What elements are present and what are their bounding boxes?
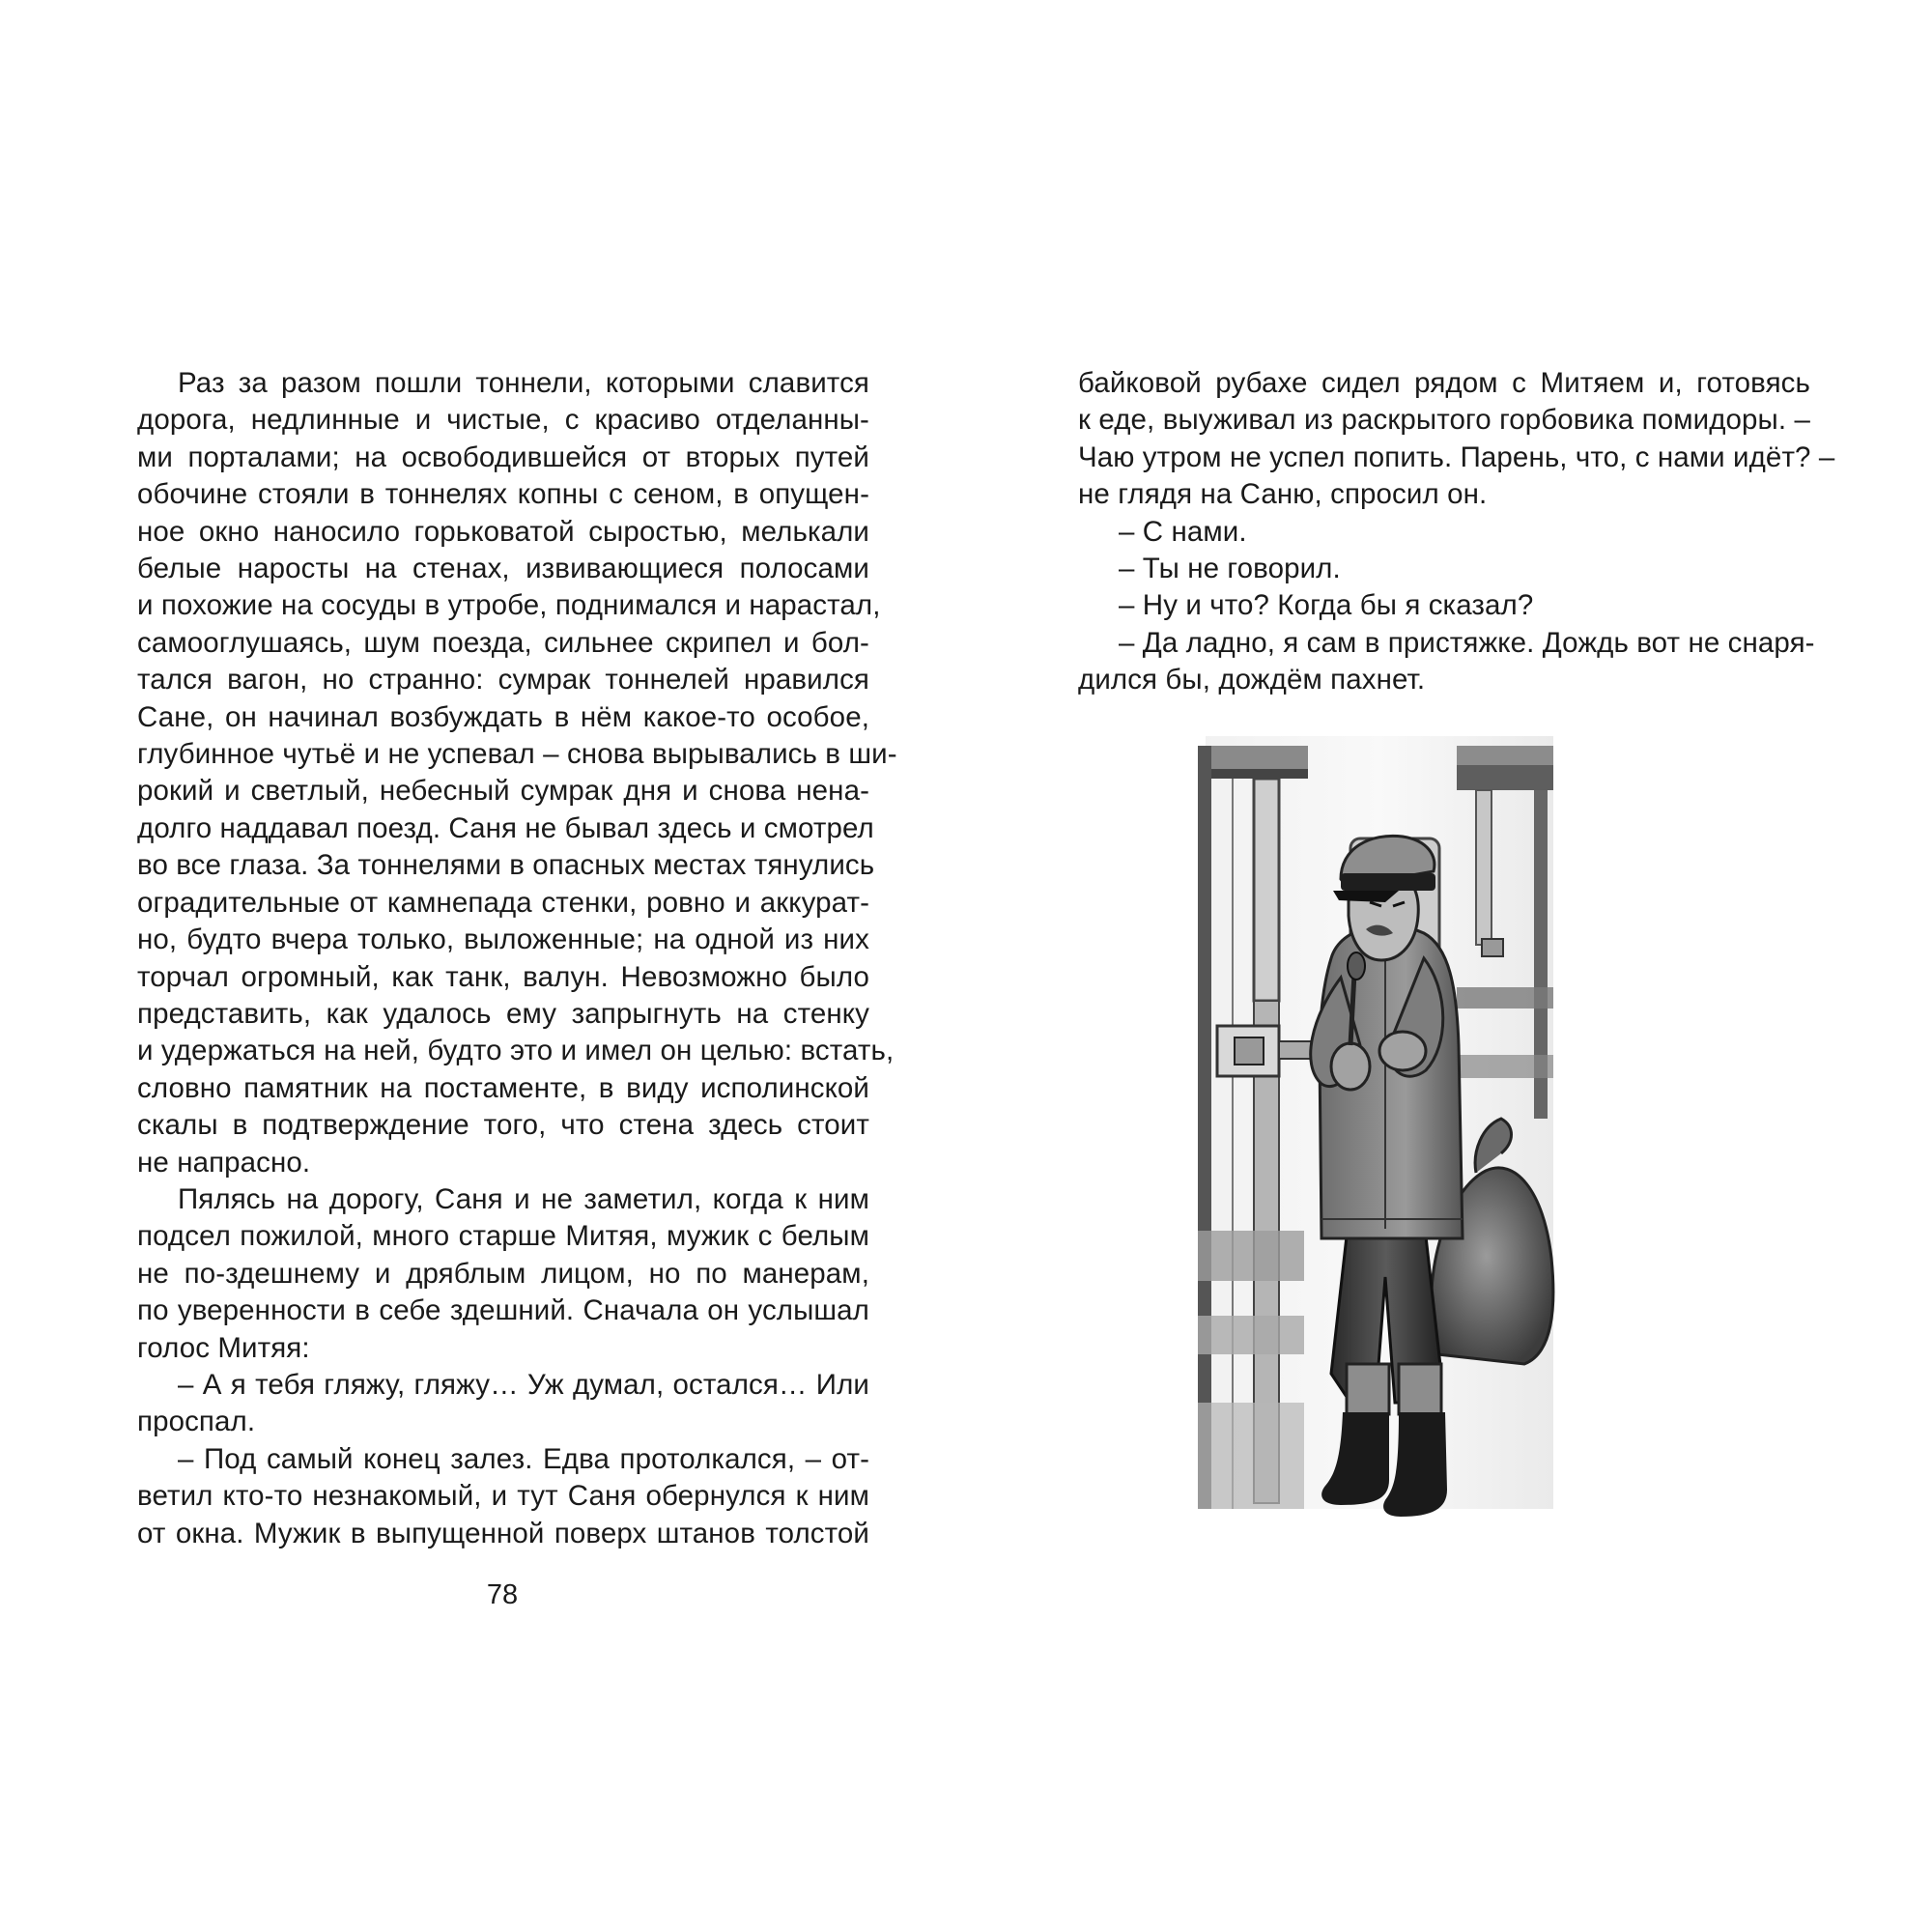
text-line: долго наддавал поезд. Саня не бывал здесь и смотрел (137, 811, 874, 844)
text-line: дился бы, дождём пахнет. (1078, 664, 1426, 696)
text-line: самооглушаясь, шум поезда, сильнее скрипел и бол- (137, 626, 869, 659)
text-line: проспал. (137, 1406, 256, 1438)
text-line: – С нами. (1119, 515, 1247, 548)
right-page (1078, 365, 1835, 699)
text-line: словно памятник на постаменте, в виду исполинской (137, 1071, 869, 1104)
text-line: – А я тебя гляжу, гляжу… Уж думал, остался… Или (178, 1368, 869, 1401)
text-line: Чаю утром не успел попить. Парень, что, с нами идёт? – (1078, 440, 1835, 473)
text-line: дорога, недлинные и чистые, с красиво отделанны- (137, 404, 869, 437)
text-line: скалы в подтверждение того, что стена здесь стоит (137, 1109, 869, 1142)
text-line: Раз за разом пошли тоннели, которыми славится (178, 367, 869, 399)
text-line: и похожие на сосуды в утробе, поднимался и нарастал, (137, 589, 881, 622)
text-line: во все глаза. За тоннелями в опасных местах тянулись (137, 849, 875, 882)
text-line: глубинное чутьё и не успевал – снова вырывались в ши- (137, 738, 897, 771)
text-line: ми порталами; на освободившейся от вторых путей (137, 440, 869, 473)
text-line: обочине стояли в тоннелях копны с сеном, в опущен- (137, 478, 869, 511)
right-page-text (1078, 365, 1835, 699)
left-page-text (137, 365, 897, 1552)
text-line: представить, как удалось ему запрыгнуть на стенку (137, 997, 869, 1030)
text-line: не по-здешнему и дряблым лицом, но по манерам, (137, 1257, 869, 1290)
text-line: тался вагон, но странно: сумрак тоннелей нравился (137, 664, 869, 696)
text-line: оградительные от камнепада стенки, ровно и аккурат- (137, 886, 869, 919)
text-line: голос Митяя: (137, 1331, 310, 1364)
text-line: – Под самый конец залез. Едва протолкался, – от- (178, 1442, 869, 1475)
page-number: 78 (486, 1579, 519, 1610)
text-line: подсел пожилой, много старше Митяя, мужик с белым (137, 1220, 869, 1253)
text-line: не глядя на Саню, спросил он. (1078, 478, 1488, 511)
text-line: рокий и светлый, небесный сумрак дня и снова нена- (137, 775, 869, 808)
left-page (137, 365, 897, 1552)
text-line: белые наросты на стенах, извивающиеся полосами (137, 553, 869, 585)
text-line: – Ты не говорил. (1119, 553, 1341, 585)
text-line: байковой рубахе сидел рядом с Митяем и, готовясь (1078, 367, 1810, 399)
text-line: торчал огромный, как танк, валун. Невозможно было (137, 960, 869, 993)
text-line: от окна. Мужик в выпущенной поверх штанов толстой (137, 1517, 869, 1549)
man-in-cap-with-sack-illustration (1196, 736, 1563, 1567)
text-line: ное окно наносило горьковатой сыростью, мелькали (137, 515, 869, 548)
text-line: Пялясь на дорогу, Саня и не заметил, когда к ним (178, 1182, 869, 1215)
text-line: – Ну и что? Когда бы я сказал? (1119, 589, 1534, 622)
text-line: по уверенности в себе здешний. Сначала он услышал (137, 1294, 869, 1327)
text-line: но, будто вчера только, выложенные; на одной из них (137, 923, 869, 956)
text-line: не напрасно. (137, 1146, 311, 1179)
text-line: ветил кто-то незнакомый, и тут Саня обернулся к ним (137, 1480, 869, 1513)
text-line: и удержаться на ней, будто это и имел он целью: встать, (137, 1035, 895, 1067)
text-line: – Да ладно, я сам в пристяжке. Дождь вот не снаря- (1119, 626, 1815, 659)
text-line: Сане, он начинал возбуждать в нём какое-то особое, (137, 700, 869, 733)
text-line: к еде, выуживал из раскрытого горбовика помидоры. – (1078, 404, 1810, 437)
